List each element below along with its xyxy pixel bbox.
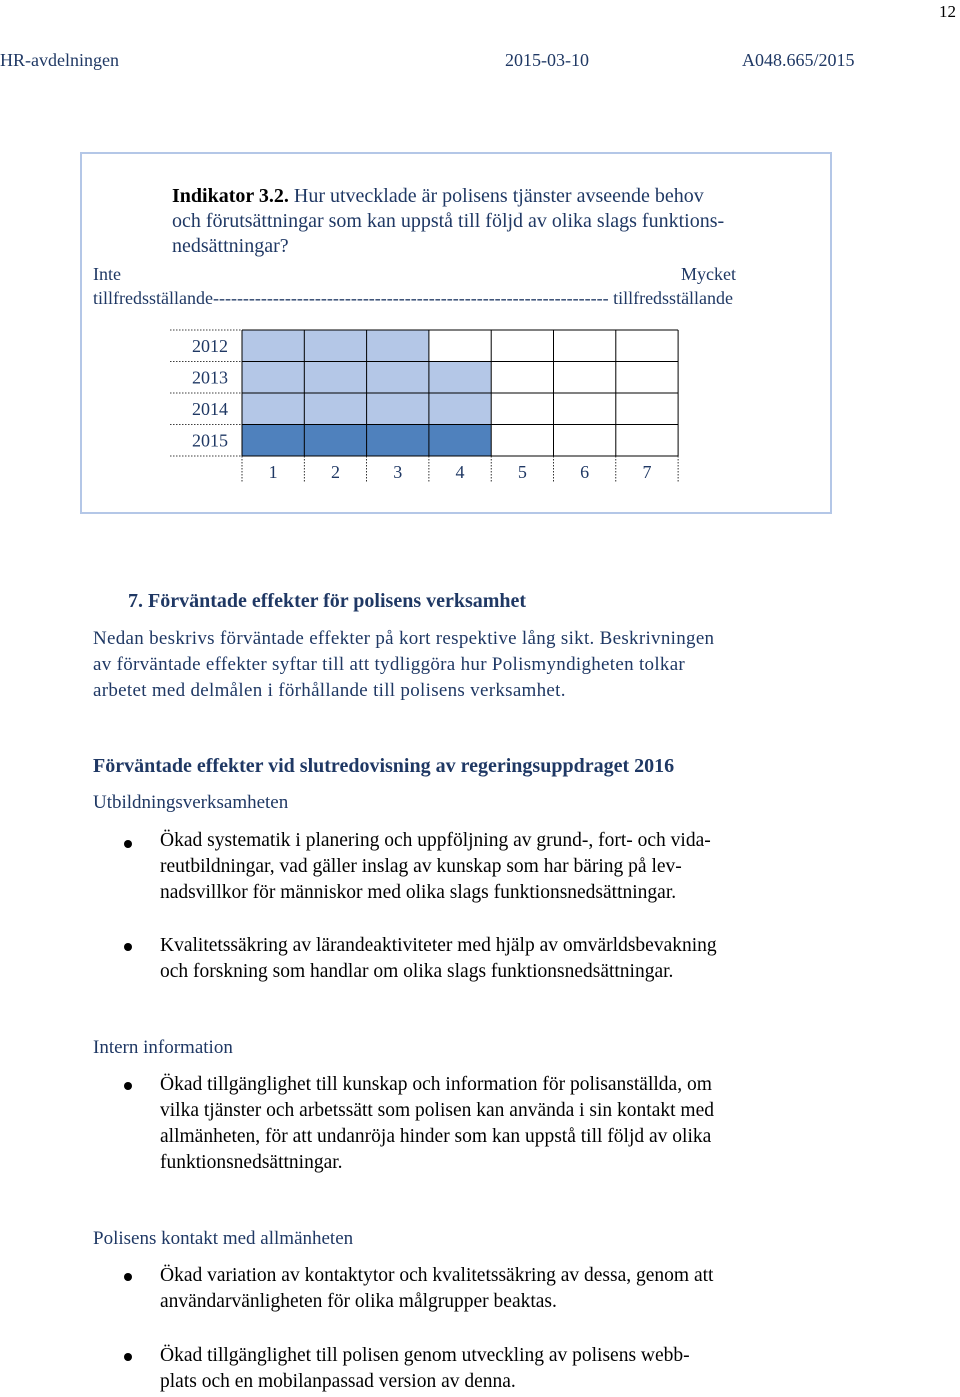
scale-line: tillfredsställande------------------------------------------------------------------ tillfredsställande [93, 288, 734, 308]
grid-cell-2013-4 [429, 362, 491, 394]
bullet-line: Kvalitetssäkring av lärandeaktiviteter med hjälp av omvärldsbevakning [160, 935, 717, 956]
grid-cell-2013-3 [367, 362, 429, 394]
bullet-line: funktionsnedsättningar. [160, 1152, 343, 1173]
year-label-2013: 2013 [192, 367, 228, 388]
indicator-question [172, 184, 724, 259]
bullet-line: och forskning som handlar om olika slags funktionsnedsättningar. [160, 961, 674, 982]
grid-cell-2015-1 [242, 425, 304, 457]
column-label-3: 3 [393, 462, 403, 482]
scale-low-top: Inte [93, 264, 121, 284]
effects-heading: Förväntade effekter vid slutredovisning av regeringsuppdraget 2016 [93, 755, 675, 777]
bullet-utbildning-2 [160, 933, 717, 985]
paragraph-line-3: arbetet med delmålen i förhållande till polisens verksamhet. [93, 680, 566, 701]
grid-cell-2014-3 [367, 393, 429, 425]
scale-high-top: Mycket [681, 264, 736, 284]
group-title-intern: Intern information [93, 1037, 233, 1058]
grid-cell-2014-4 [429, 393, 491, 425]
group-title-kontakt: Polisens kontakt med allmänheten [93, 1228, 354, 1249]
header-date: 2015-03-10 [505, 50, 589, 70]
bullet-kontakt-2 [160, 1343, 690, 1395]
grid-cell-2012-3 [367, 330, 429, 362]
bullet-line: Ökad tillgänglighet till polisen genom utveckling av polisens webb- [160, 1345, 690, 1366]
column-label-1: 1 [268, 462, 278, 482]
rating-grid [170, 326, 690, 486]
indicator-label: Indikator 3.2. [172, 185, 289, 207]
bullet-line: allmänheten, för att undanröja hinder som kan uppstå till följd av olika [160, 1126, 712, 1147]
bullet-dot [124, 1273, 132, 1281]
column-label-7: 7 [642, 462, 652, 482]
header-department: HR-avdelningen [0, 50, 119, 70]
bullet-kontakt-1 [160, 1263, 713, 1315]
grid-cell-2015-2 [304, 425, 366, 457]
year-label-2014: 2014 [192, 398, 228, 419]
grid-cell-2013-1 [242, 362, 304, 394]
bullet-utbildning-1 [160, 828, 711, 906]
page-number: 12 [939, 2, 956, 21]
bullet-line: nadsvillkor för människor med olika slags funktionsnedsättningar. [160, 882, 677, 903]
column-label-5: 5 [517, 462, 527, 482]
group-title-utbildning: Utbildningsverksamheten [93, 792, 289, 813]
section-title: 7. Förväntade effekter för polisens verksamhet [128, 590, 527, 612]
bullet-dot [124, 943, 132, 951]
indicator-question-line-1: Hur utvecklade är polisens tjänster avseende behov [293, 185, 704, 207]
bullet-line: Ökad tillgänglighet till kunskap och information för polisanställda, om [160, 1074, 712, 1095]
bullet-dot [124, 1082, 132, 1090]
year-label-2012: 2012 [192, 335, 228, 356]
column-label-6: 6 [580, 462, 590, 482]
bullet-dot [124, 1353, 132, 1361]
bullet-line: användarvänligheten för olika målgrupper beaktas. [160, 1291, 557, 1312]
paragraph-line-1: Nedan beskrivs förväntade effekter på kort respektive lång sikt. Beskrivningen [93, 628, 715, 649]
grid-cell-2014-1 [242, 393, 304, 425]
bullet-intern-1 [160, 1072, 714, 1176]
bullet-line: Ökad systematik i planering och uppföljning av grund-, fort- och vida- [160, 830, 711, 851]
column-label-4: 4 [455, 462, 465, 482]
bullet-line: reutbildningar, vad gäller inslag av kunskap som har bäring på lev- [160, 856, 682, 877]
grid-cell-2012-2 [304, 330, 366, 362]
bullet-line: plats och en mobilanpassad version av denna. [160, 1371, 516, 1392]
grid-cell-2015-4 [429, 425, 491, 457]
header-reference: A048.665/2015 [742, 50, 855, 70]
year-label-2015: 2015 [192, 430, 228, 451]
indicator-question-line-3: nedsättningar? [172, 235, 289, 257]
grid-cell-2015-3 [367, 425, 429, 457]
grid-cell-2013-2 [304, 362, 366, 394]
grid-cell-2012-1 [242, 330, 304, 362]
bullet-dot [124, 840, 132, 848]
grid-cell-2014-2 [304, 393, 366, 425]
column-label-2: 2 [330, 462, 340, 482]
paragraph-line-2: av förväntade effekter syftar till att tydliggöra hur Polismyndigheten tolkar [93, 654, 686, 675]
bullet-line: vilka tjänster och arbetssätt som polisen kan använda i sin kontakt med [160, 1100, 714, 1121]
indicator-question-line-2: och förutsättningar som kan uppstå till följd av olika slags funktions- [172, 210, 725, 232]
bullet-line: Ökad variation av kontaktytor och kvalitetssäkring av dessa, genom att [160, 1265, 714, 1286]
